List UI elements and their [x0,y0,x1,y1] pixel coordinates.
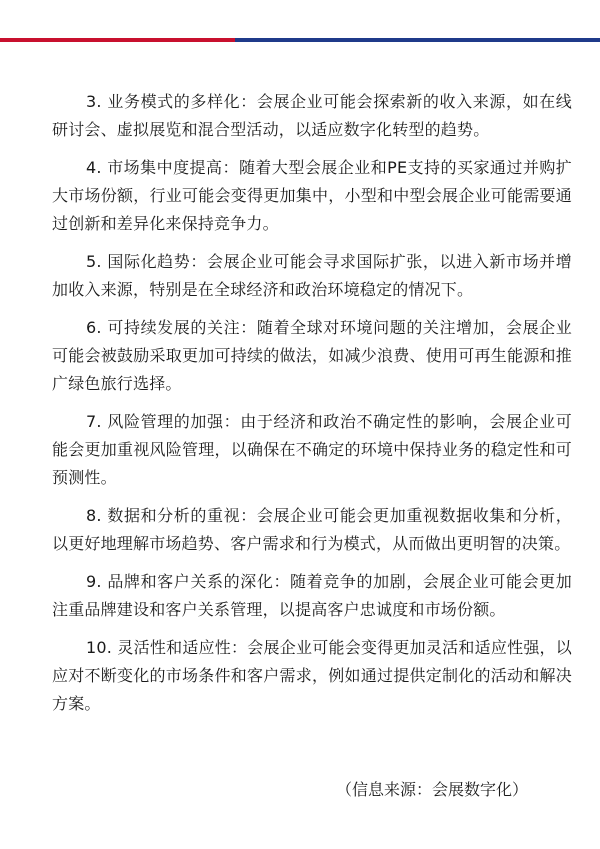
list-item: 9. 品牌和客户关系的深化：随着竞争的加剧，会展企业可能会更加注重品牌建设和客户关系管理，以提高客户忠诚度和市场份额。 [52,572,572,619]
list-item: 10. 灵活性和适应性：会展企业可能会变得更加灵活和适应性强，以应对不断变化的市场条件和客户需求，例如通过提供定制化的活动和解决方案。 [52,638,572,713]
source-note: （信息来源：会展数字化） [335,780,528,799]
list-item: 6. 可持续发展的关注：随着全球对环境问题的关注增加，会展企业可能会被鼓励采取更加可持续的做法，如减少浪费、使用可再生能源和推广绿色旅行选择。 [52,318,572,393]
list-item: 8. 数据和分析的重视：会展企业可能会更加重视数据收集和分析，以更好地理解市场趋势、客户需求和行为模式，从而做出更明智的决策。 [52,506,572,553]
header-bar-blue-segment [235,38,600,42]
header-bar-red-segment [0,38,235,42]
list-item: 4. 市场集中度提高：随着大型会展企业和PE支持的买家通过并购扩大市场份额，行业可能会变得更加集中，小型和中型会展企业可能需要通过创新和差异化来保持竞争力。 [52,158,572,233]
list-item: 3. 业务模式的多样化：会展企业可能会探索新的收入来源，如在线研讨会、虚拟展览和混合型活动，以适应数字化转型的趋势。 [52,92,572,139]
list-item: 7. 风险管理的加强：由于经济和政治不确定性的影响，会展企业可能会更加重视风险管理，以确保在不确定的环境中保持业务的稳定性和可预测性。 [52,412,572,487]
header-color-bar [0,38,600,42]
list-item: 5. 国际化趋势：会展企业可能会寻求国际扩张，以进入新市场并增加收入来源，特别是在全球经济和政治环境稳定的情况下。 [52,252,572,299]
article-body [52,88,572,728]
